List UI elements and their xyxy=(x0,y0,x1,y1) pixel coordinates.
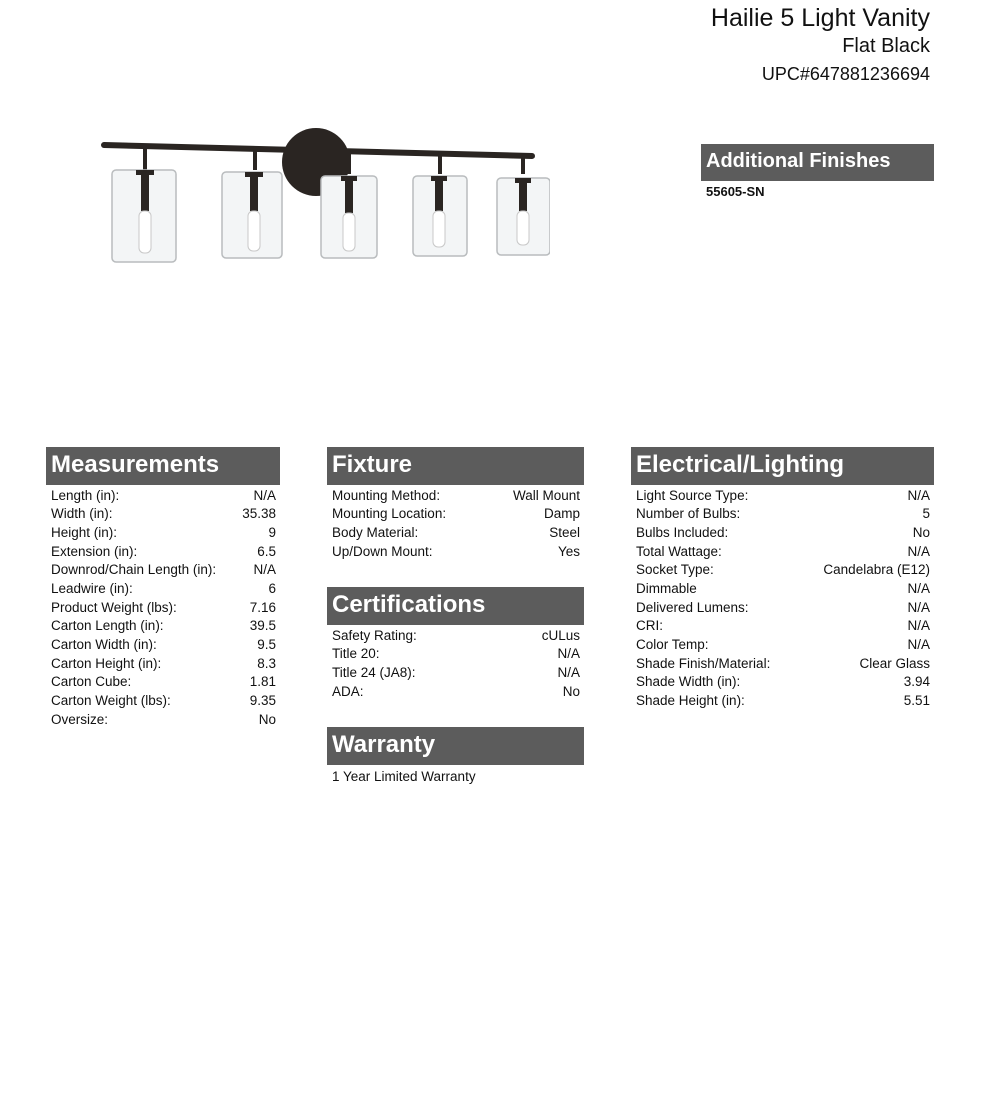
electrical-row: Socket Type: Candelabra (E12) xyxy=(636,562,930,578)
certifications-header: Certifications xyxy=(327,587,584,625)
electrical-row: Light Source Type: N/A xyxy=(636,487,930,503)
electrical-row: Shade Width (in): 3.94 xyxy=(636,674,930,690)
electrical-row: Delivered Lumens: N/A xyxy=(636,599,930,615)
product-finish: Flat Black xyxy=(842,35,930,57)
measurement-row: Height (in): 9 xyxy=(51,525,276,541)
electrical-row: Bulbs Included: No xyxy=(636,525,930,541)
electrical-row: Number of Bulbs: 5 xyxy=(636,506,930,522)
product-image xyxy=(100,122,550,267)
measurement-row: Carton Weight (lbs): 9.35 xyxy=(51,692,276,708)
electrical-section xyxy=(631,447,934,710)
certification-row: ADA: No xyxy=(332,683,580,699)
additional-finishes-header: Additional Finishes xyxy=(701,144,934,181)
measurement-row: Carton Cube: 1.81 xyxy=(51,674,276,690)
certification-row: Safety Rating: cULus xyxy=(332,627,580,643)
measurement-row: Product Weight (lbs): 7.16 xyxy=(51,599,276,615)
measurements-header: Measurements xyxy=(46,447,280,485)
electrical-header: Electrical/Lighting xyxy=(631,447,934,485)
measurements-section xyxy=(46,447,280,728)
electrical-row: Shade Finish/Material: Clear Glass xyxy=(636,655,930,671)
electrical-row: Color Temp: N/A xyxy=(636,636,930,652)
fixture-row: Mounting Location: Damp xyxy=(332,506,580,522)
fixture-section xyxy=(327,447,584,561)
additional-finish-item: 55605-SN xyxy=(706,184,765,199)
warranty-section xyxy=(327,727,584,784)
measurement-row: Width (in): 35.38 xyxy=(51,506,276,522)
electrical-row: Shade Height (in): 5.51 xyxy=(636,692,930,708)
electrical-row: CRI: N/A xyxy=(636,618,930,634)
measurement-row: Oversize: No xyxy=(51,711,276,727)
electrical-row: Dimmable N/A xyxy=(636,581,930,597)
measurement-row: Leadwire (in): 6 xyxy=(51,581,276,597)
certifications-section xyxy=(327,587,584,701)
measurement-row: Downrod/Chain Length (in): N/A xyxy=(51,562,276,578)
fixture-header: Fixture xyxy=(327,447,584,485)
measurement-row: Length (in): N/A xyxy=(51,487,276,503)
measurement-row: Carton Height (in): 8.3 xyxy=(51,655,276,671)
electrical-row: Total Wattage: N/A xyxy=(636,543,930,559)
fixture-row: Body Material: Steel xyxy=(332,525,580,541)
product-upc: UPC#647881236694 xyxy=(761,64,930,84)
measurement-row: Carton Length (in): 39.5 xyxy=(51,618,276,634)
warranty-header: Warranty xyxy=(327,727,584,765)
certification-row: Title 24 (JA8): N/A xyxy=(332,665,580,681)
warranty-text: 1 Year Limited Warranty xyxy=(332,769,476,784)
measurement-row: Extension (in): 6.5 xyxy=(51,543,276,559)
fixture-row: Mounting Method: Wall Mount xyxy=(332,487,580,503)
fixture-row: Up/Down Mount: Yes xyxy=(332,543,580,559)
measurement-row: Carton Width (in): 9.5 xyxy=(51,636,276,652)
product-title: Hailie 5 Light Vanity xyxy=(710,4,930,32)
certification-row: Title 20: N/A xyxy=(332,646,580,662)
